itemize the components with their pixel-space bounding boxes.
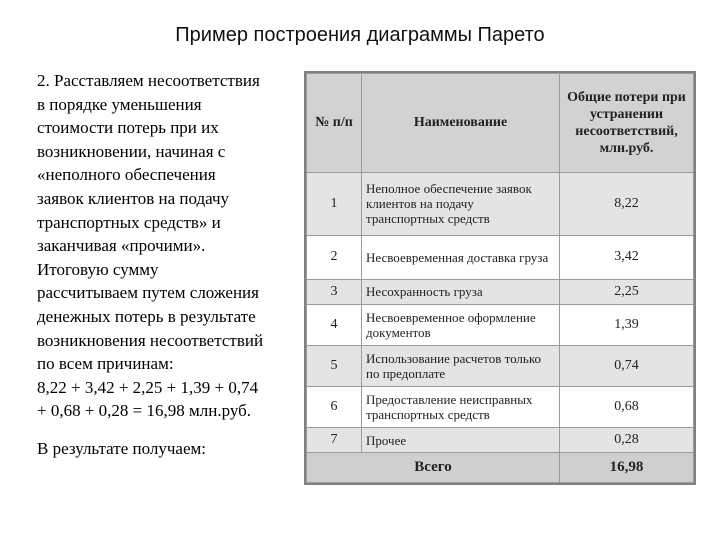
row-name: Неполное обеспечение заявок клиентов на подачу транспортных средств bbox=[362, 172, 560, 236]
row-name: Несвоевременное оформление документов bbox=[362, 305, 560, 346]
row-name: Предоставление неисправных транспортных средств bbox=[362, 387, 560, 428]
explanation-text: 2. Расставляем несоответствия в порядке уменьшения стоимости потерь при их возникновении, начиная с «неполного обеспечения заявок клиентов на подачу транспортных средств» и заканчивая «прочими». Итоговую сумму рассчитываем путем сложения денежных потерь в результате возникновения несоответствий по всем причинам: 8,22 + 3,42 + 2,25 + 1,39 + 0,74 + 0,68 + 0,28 = 16,98 млн.руб. bbox=[37, 71, 264, 421]
table-total-row bbox=[307, 453, 694, 483]
total-value: 16,98 bbox=[560, 453, 694, 483]
row-name: Прочее bbox=[362, 428, 560, 453]
page-title: Пример построения диаграммы Парето bbox=[175, 24, 545, 46]
table-row bbox=[307, 346, 694, 387]
header-value: Общие потери при устранении несоответствий, млн.руб. bbox=[560, 74, 694, 173]
table-row bbox=[307, 428, 694, 453]
result-caption: В результате получаем: bbox=[37, 439, 206, 458]
row-num: 5 bbox=[307, 346, 362, 387]
row-num: 1 bbox=[307, 172, 362, 236]
row-value: 0,68 bbox=[560, 387, 694, 428]
total-label: Всего bbox=[307, 453, 560, 483]
losses-table bbox=[304, 71, 696, 485]
row-value: 0,28 bbox=[560, 428, 694, 453]
row-name: Несохранность груза bbox=[362, 279, 560, 305]
row-num: 7 bbox=[307, 428, 362, 453]
row-num: 4 bbox=[307, 305, 362, 346]
table-row bbox=[307, 305, 694, 346]
row-value: 0,74 bbox=[560, 346, 694, 387]
header-num: № п/п bbox=[307, 74, 362, 173]
row-num: 6 bbox=[307, 387, 362, 428]
row-num: 3 bbox=[307, 279, 362, 305]
row-name: Несвоевременная доставка груза bbox=[362, 236, 560, 279]
row-value: 8,22 bbox=[560, 172, 694, 236]
table-row bbox=[307, 236, 694, 279]
table-row bbox=[307, 279, 694, 305]
table-row bbox=[307, 172, 694, 236]
header-name: Наименование bbox=[362, 74, 560, 173]
row-value: 2,25 bbox=[560, 279, 694, 305]
row-value: 1,39 bbox=[560, 305, 694, 346]
row-name: Использование расчетов только по предоплате bbox=[362, 346, 560, 387]
row-value: 3,42 bbox=[560, 236, 694, 279]
table-row bbox=[307, 387, 694, 428]
row-num: 2 bbox=[307, 236, 362, 279]
table-header-row bbox=[307, 74, 694, 173]
